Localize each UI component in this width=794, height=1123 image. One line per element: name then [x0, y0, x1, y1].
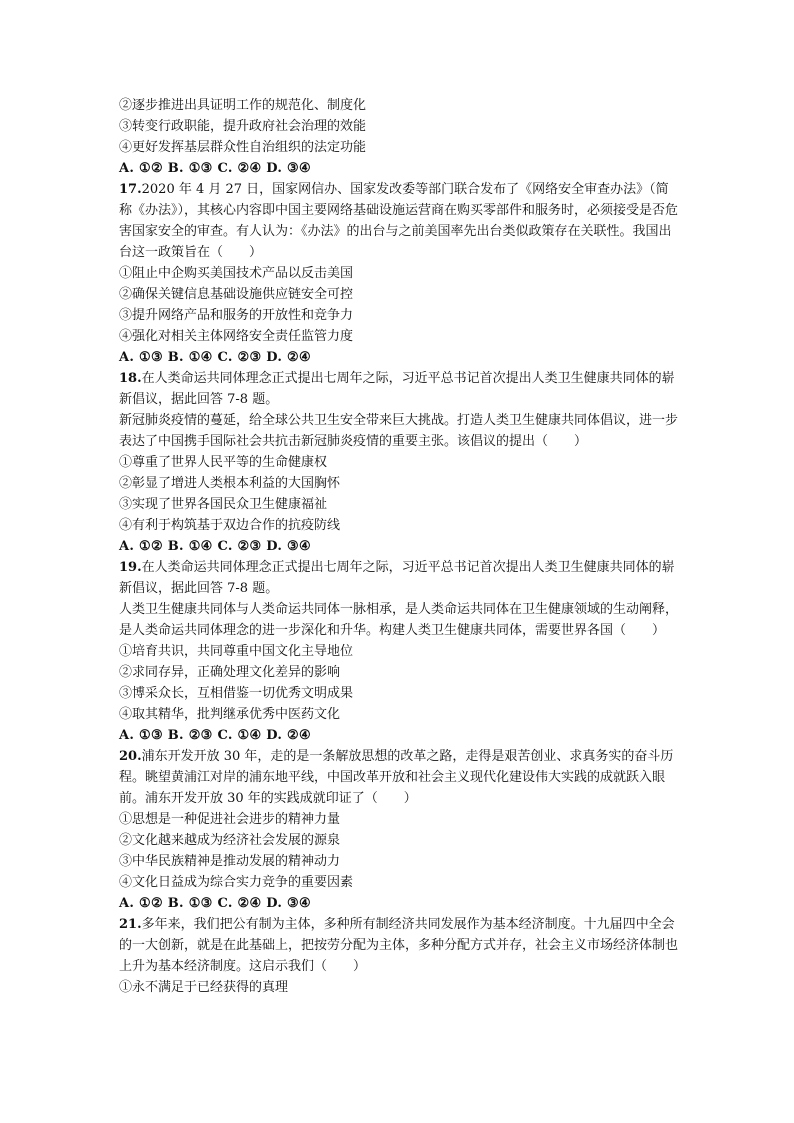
- question-text: 2020 年 4 月 27 日，国家网信办、国家发改委等部门联合发布了《网络安全审查办法》（简称《办法》），其核心内容即中国主要网络基础设施运营商在购买零部件和服务时，必须接受是否危害国家安全的审查。有人认为：《办法》的出台与之前美国率先出台类似政策存在关联性。我国出台这一政策旨在（ ）: [119, 182, 679, 260]
- question-number: 20.: [119, 749, 142, 764]
- answer-choices: A. ①② B. ①③ C. ②④ D. ③④: [119, 896, 311, 911]
- answer-choices: A. ①③ B. ①④ C. ②③ D. ②④: [119, 350, 311, 365]
- option-line: ②求同存异，正确处理文化差异的影响: [119, 665, 341, 680]
- question-number: 17.: [119, 182, 142, 197]
- question-material: 新冠肺炎疫情的蔓延，给全球公共卫生安全带来巨大挑战。打造人类卫生健康共同体倡议，进一步表达了中国携手国际社会共抗击新冠肺炎疫情的重要主张。该倡议的提出（ ）: [119, 413, 679, 449]
- option-line: ①培育共识，共同尊重中国文化主导地位: [119, 644, 354, 659]
- option-line: ①尊重了世界人民平等的生命健康权: [119, 455, 328, 470]
- option-line: ③提升网络产品和服务的开放性和竞争力: [119, 308, 354, 323]
- option-line: ④有利于构筑基于双边合作的抗疫防线: [119, 518, 341, 533]
- option-line: ③博采众长，互相借鉴一切优秀文明成果: [119, 686, 354, 701]
- question-stem: [119, 368, 679, 410]
- option-line: ④取其精华，批判继承优秀中医药文化: [119, 707, 341, 722]
- option-line: ②彰显了增进人类根本利益的大国胸怀: [119, 476, 341, 491]
- option-line: ③中华民族精神是推动发展的精神动力: [119, 854, 341, 869]
- question-material: 人类卫生健康共同体与人类命运共同体一脉相承，是人类命运共同体在卫生健康领域的生动阐释，是人类命运共同体理念的进一步深化和升华。构建人类卫生健康共同体，需要世界各国（ ）: [119, 602, 679, 638]
- question-20: [119, 746, 679, 914]
- question-18: [119, 368, 679, 557]
- answer-choices: A. ①② B. ①④ C. ②③ D. ③④: [119, 539, 311, 554]
- answer-choices: A. ①② B. ①③ C. ②④ D. ③④: [119, 161, 311, 176]
- question-stem: [119, 746, 679, 809]
- question-number: 19.: [119, 560, 142, 575]
- option-line: ①永不满足于已经获得的真理: [119, 980, 289, 995]
- option-line: ④强化对相关主体网络安全责任监管力度: [119, 329, 354, 344]
- question-text: 在人类命运共同体理念正式提出七周年之际，习近平总书记首次提出人类卫生健康共同体的崭新倡议，据此回答 7-8 题。: [119, 560, 675, 596]
- question-text: 浦东开发开放 30 年，走的是一条解放思想的改革之路，走得是艰苦创业、求真务实的奋斗历程。眺望黄浦江对岸的浦东地平线，中国改革开放和社会主义现代化建设伟大实践的成就跃入眼前。浦东开发开放 30 年的实践成就印证了（ ）: [119, 749, 674, 806]
- answer-choices: A. ①③ B. ②③ C. ①④ D. ②④: [119, 728, 311, 743]
- question-stem: [119, 557, 679, 599]
- prev-question-tail: [119, 95, 679, 179]
- question-text: 在人类命运共同体理念正式提出七周年之际，习近平总书记首次提出人类卫生健康共同体的崭新倡议，据此回答 7-8 题。: [119, 371, 675, 407]
- question-stem: [119, 914, 679, 977]
- option-line: ①思想是一种促进社会进步的精神力量: [119, 812, 341, 827]
- option-line: ③转变行政职能，提升政府社会治理的效能: [119, 119, 367, 134]
- option-line: ②确保关键信息基础设施供应链安全可控: [119, 287, 354, 302]
- exam-content: [119, 95, 679, 998]
- question-number: 18.: [119, 371, 142, 386]
- option-line: ④文化日益成为综合实力竞争的重要因素: [119, 875, 354, 890]
- option-line: ④更好发挥基层群众性自治组织的法定功能: [119, 140, 367, 155]
- option-line: ②逐步推进出具证明工作的规范化、制度化: [119, 98, 367, 113]
- question-21: [119, 914, 679, 998]
- option-line: ③实现了世界各国民众卫生健康福祉: [119, 497, 328, 512]
- question-text: 多年来，我们把公有制为主体，多种所有制经济共同发展作为基本经济制度。十九届四中全会的一大创新，就是在此基础上，把按劳分配为主体，多种分配方式并存，社会主义市场经济体制也上升为基本经济制度。这启示我们（ ）: [119, 917, 679, 974]
- question-19: [119, 557, 679, 746]
- question-number: 21.: [119, 917, 142, 932]
- option-line: ①阻止中企购买美国技术产品以反击美国: [119, 266, 354, 281]
- question-stem: [119, 179, 679, 263]
- question-17: [119, 179, 679, 368]
- option-line: ②文化越来越成为经济社会发展的源泉: [119, 833, 341, 848]
